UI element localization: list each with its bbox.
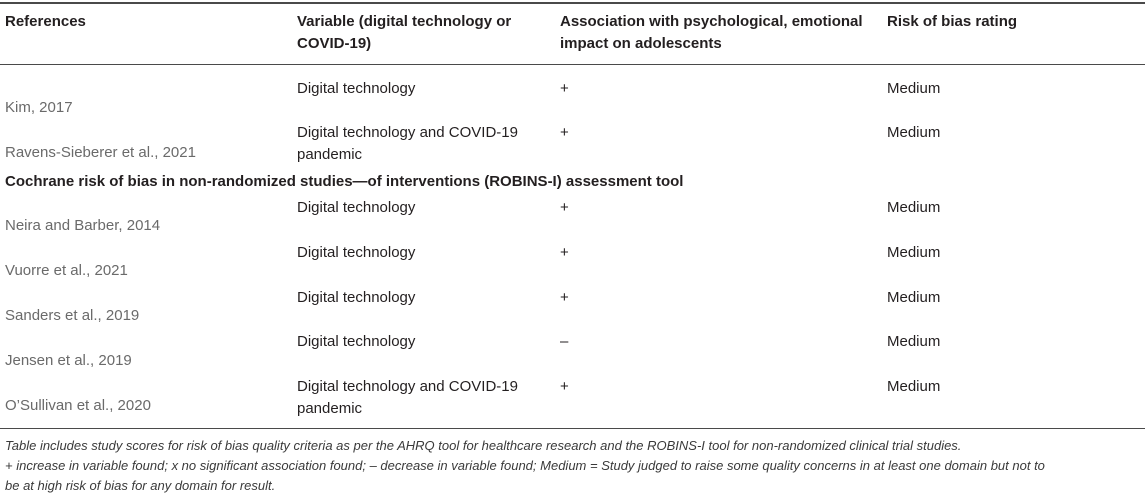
table-row-1-risk: Medium <box>887 80 941 97</box>
header-association <box>560 11 863 55</box>
table-row-3-association: + <box>560 199 569 216</box>
table-row-3-risk: Medium <box>887 199 941 216</box>
footnote-line-2: + increase in variable found; x no significant association found; – decrease in variable found; Medium = Study judged to raise some quality concerns in at least one domain but not to <box>5 458 1045 473</box>
table-row-2-association: + <box>560 124 569 141</box>
table-row-2-risk: Medium <box>887 124 941 141</box>
table-row-4-association: + <box>560 244 569 261</box>
header-association-line2: impact on adolescents <box>560 35 722 52</box>
table-row-6-variable: Digital technology <box>297 333 416 350</box>
table-row-4-reference: Vuorre et al., 2021 <box>5 262 128 279</box>
table-row-7-risk: Medium <box>887 378 941 395</box>
header-references: References <box>5 13 86 30</box>
table-row-7-variable <box>297 376 518 420</box>
table-row-3-variable: Digital technology <box>297 199 416 216</box>
table-row-7-reference: O’Sullivan et al., 2020 <box>5 397 151 414</box>
table-row-2-variable-line1: Digital technology and COVID-19 <box>297 124 518 141</box>
table-row-1-association: + <box>560 80 569 97</box>
header-risk: Risk of bias rating <box>887 13 1018 30</box>
table-row-1-reference: Kim, 2017 <box>5 99 73 116</box>
table-row-4-variable: Digital technology <box>297 244 416 261</box>
table-row-5-risk: Medium <box>887 289 941 306</box>
table-row-6-association: – <box>560 333 569 350</box>
table-row-2-variable <box>297 122 518 166</box>
table-bottom-rule <box>0 428 1145 429</box>
footnote-line-1: Table includes study scores for risk of bias quality criteria as per the AHRQ tool for healthcare research and the ROBINS-I tool for non-randomized clinical trial studies. <box>5 438 962 453</box>
table-row-3-reference: Neira and Barber, 2014 <box>5 217 161 234</box>
header-bottom-rule <box>0 64 1145 65</box>
footnote-line-3: be at high risk of bias for any domain for result. <box>5 478 276 493</box>
table-row-5-variable: Digital technology <box>297 289 416 306</box>
table-row-5-association: + <box>560 289 569 306</box>
table-row-6-reference: Jensen et al., 2019 <box>5 352 132 369</box>
header-variable-line1: Variable (digital technology or <box>297 13 512 30</box>
table-row-6-risk: Medium <box>887 333 941 350</box>
table-top-rule <box>0 2 1145 4</box>
section-title: Cochrane risk of bias in non-randomized studies—of interventions (ROBINS-I) assessment tool <box>5 173 684 190</box>
table-row-2-variable-line2: pandemic <box>297 146 363 163</box>
table-row-7-variable-line1: Digital technology and COVID-19 <box>297 378 518 395</box>
table-row-2-reference: Ravens-Sieberer et al., 2021 <box>5 144 196 161</box>
header-variable <box>297 11 511 55</box>
table-row-5-reference: Sanders et al., 2019 <box>5 307 140 324</box>
header-variable-line2: COVID-19) <box>297 35 372 52</box>
table-row-7-association: + <box>560 378 569 395</box>
table-row-1-variable: Digital technology <box>297 80 416 97</box>
header-association-line1: Association with psychological, emotional <box>560 13 863 30</box>
table-row-7-variable-line2: pandemic <box>297 400 363 417</box>
table-row-4-risk: Medium <box>887 244 941 261</box>
